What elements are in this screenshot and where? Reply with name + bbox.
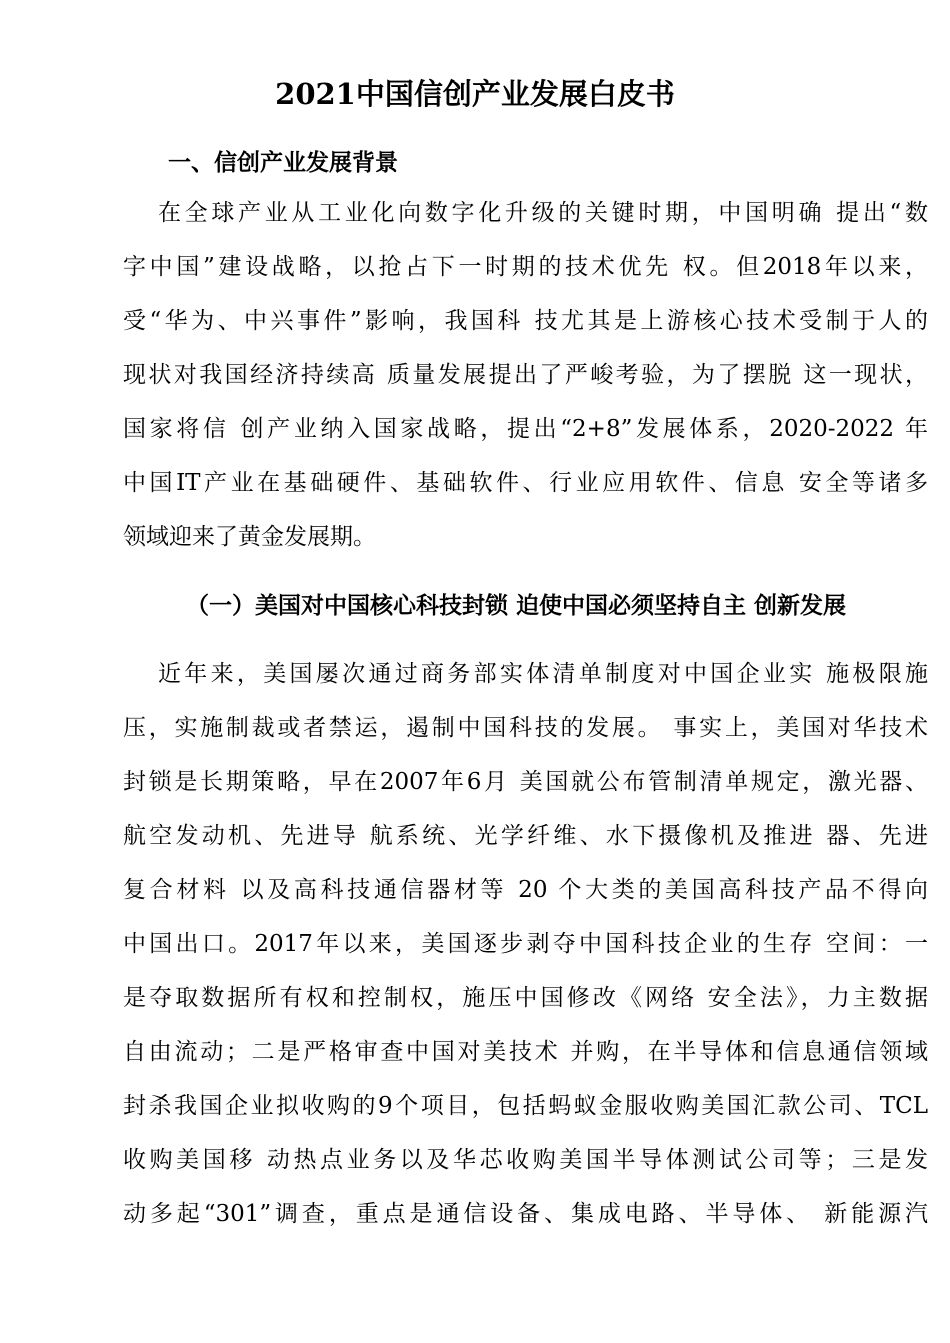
paragraph-line: 复合材料 以及高科技通信器材等 20 个大类的美国高科技产品不得向 (123, 877, 928, 903)
section-heading: 一、信创产业发展背景 (168, 149, 398, 176)
paragraph-line: 国家将信 创产业纳入国家战略，提出“2+8”发展体系，2020-2022 年 (123, 416, 928, 442)
paragraph-background (123, 195, 928, 573)
subsection-heading: （一）美国对中国核心科技封锁 迫使中国必须坚持自主 创新发展 (186, 592, 847, 619)
paragraph-line: 领域迎来了黄金发展期。 (123, 524, 376, 550)
paragraph-line: 中国出口。2017年以来，美国逐步剥夺中国科技企业的生存 空间：一 (123, 931, 928, 957)
paragraph-line: 受“华为、中兴事件”影响，我国科 技尤其是上游核心技术受制于人的 (123, 308, 928, 334)
paragraph-line: 封杀我国企业拟收购的9个项目，包括蚂蚁金服收购美国汇款公司、TCL (123, 1093, 928, 1119)
paragraph-line: 是夺取数据所有权和控制权，施压中国修改《网络 安全法》，力主数据 (123, 985, 928, 1011)
paragraph-line: 中国IT产业在基础硬件、基础软件、行业应用软件、信息 安全等诸多 (123, 470, 928, 496)
paragraph-line: 现状对我国经济持续高 质量发展提出了严峻考验，为了摆脱 这一现状， (123, 362, 928, 388)
paragraph-line: 收购美国移 动热点业务以及华芯收购美国半导体测试公司等；三是发 (123, 1147, 928, 1173)
paragraph-line: 航空发动机、先进导 航系统、光学纤维、水下摄像机及推进 器、先进 (123, 823, 928, 849)
paragraph-line: 字中国”建设战略，以抢占下一时期的技术优先 权。但2018年以来， (123, 254, 928, 280)
paragraph-line: 在全球产业从工业化向数字化升级的关键时期，中国明确 提出“数 (158, 200, 928, 226)
paragraph-line: 自由流动；二是严格审查中国对美技术 并购，在半导体和信息通信领域 (123, 1039, 928, 1065)
paragraph-line: 近年来，美国屡次通过商务部实体清单制度对中国企业实 施极限施 (158, 661, 928, 687)
paragraph-line: 压，实施制裁或者禁运，遏制中国科技的发展。 事实上，美国对华技术 (123, 715, 928, 741)
document-title: 2021中国信创产业发展白皮书 (275, 77, 675, 111)
paragraph-line: 封锁是长期策略，早在2007年6月 美国就公布管制清单规定，激光器、 (123, 769, 928, 795)
paragraph-us-blockade (123, 656, 928, 1250)
paragraph-line: 动多起“301”调查，重点是通信设备、集成电路、半导体、 新能源汽 (123, 1201, 928, 1227)
